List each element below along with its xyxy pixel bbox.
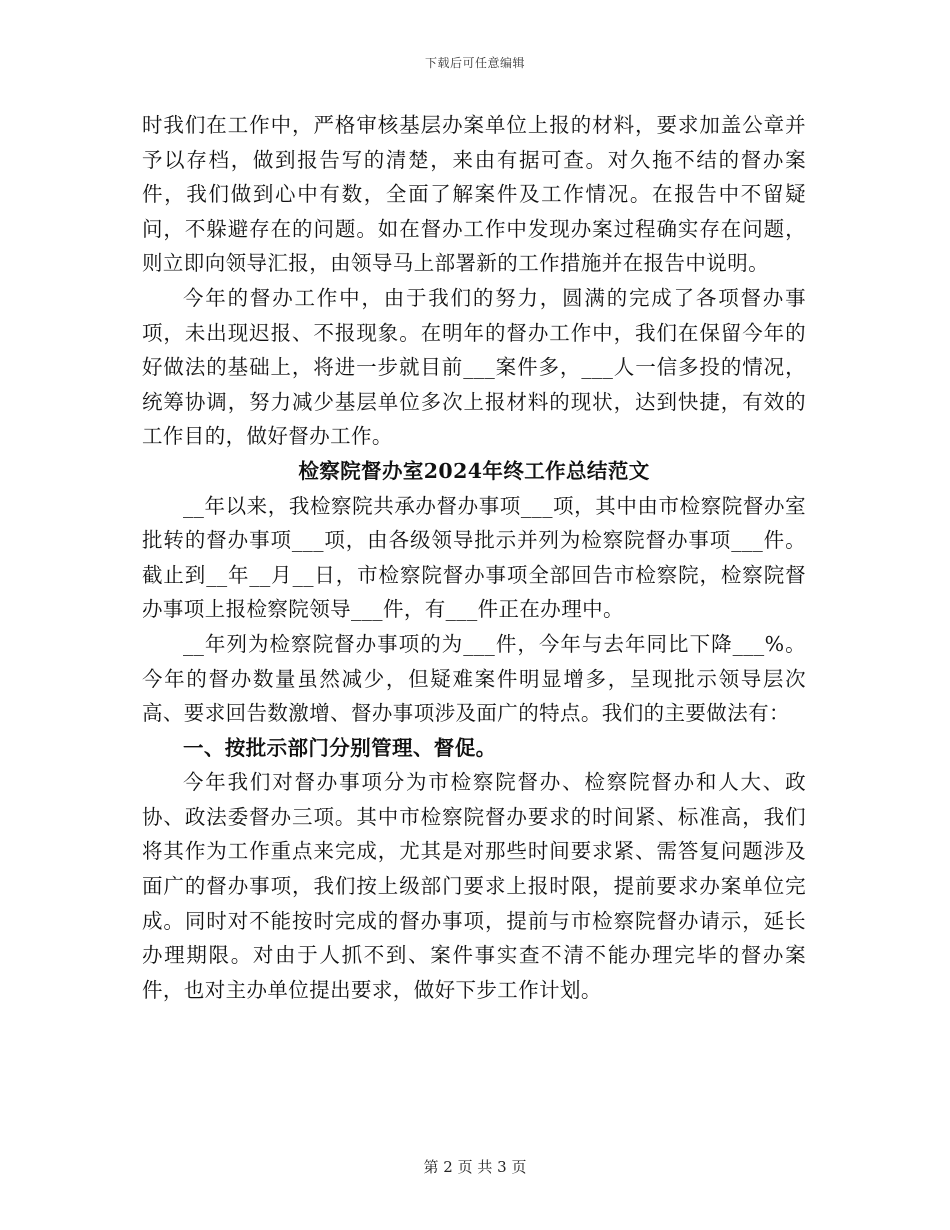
paragraph-continued: 时我们在工作中，严格审核基层办案单位上报的材料，要求加盖公章并予以存档，做到报告写的清楚，来由有据可查。对久拖不结的督办案件，我们做到心中有数，全面了解案件及工作情况。在报告中不留疑问，不躲避存在的问题。如在督办工作中发现办案过程确实存在问题，则立即向领导汇报，由领导马上部署新的工作措施并在报告中说明。 (142, 113, 806, 276)
paragraph-summary: 今年的督办工作中，由于我们的努力，圆满的完成了各项督办事项，未出现迟报、不报现象。在明年的督办工作中，我们在保留今年的好做法的基础上，将进一步就目前___案件多，___人一信多投的情况，统筹协调，努力减少基层单位多次上报材料的现状，达到快捷，有效的工作目的，做好督办工作。 (142, 285, 806, 449)
document-body (142, 108, 806, 1007)
document-title: 检察院督办室2024年终工作总结范文 (298, 458, 650, 483)
page-header: 下载后可任意编辑 (424, 56, 525, 70)
page-footer: 第 2 页 共 3 页 (423, 1158, 527, 1176)
paragraph-intro: __年以来，我检察院共承办督办事项___项，其中由市检察院督办室批转的督办事项___项，由各级领导批示并列为检察院督办事项___件。截止到__年__月__日，市检察院督办事项全部回告市检察院，检察院督办事项上报检察院领导___件，有___件正在办理中。 (142, 493, 806, 622)
paragraph-section-body: 今年我们对督办事项分为市检察院督办、检察院督办和人大、政协、政法委督办三项。其中市检察院督办要求的时间紧、标准高，我们将其作为工作重点来完成，尤其是对那些时间要求紧、需答复问题涉及面广的督办事项，我们按上级部门要求上报时限，提前要求办案单位完成。同时对不能按时完成的督办事项，提前与市检察院督办请示，延长办理期限。对由于人抓不到、案件事实查不清不能办理完毕的督办案件，也对主办单位提出要求，做好下步工作计划。 (142, 770, 806, 1002)
paragraph-statistics: __年列为检察院督办事项的为___件，今年与去年同比下降___%。今年的督办数量虽然减少，但疑难案件明显增多，呈现批示领导层次高、要求回告数激增、督办事项涉及面广的特点。我们的主要做法有： (142, 631, 806, 726)
section-heading: 一、按批示部门分别管理、督促。 (183, 735, 497, 760)
